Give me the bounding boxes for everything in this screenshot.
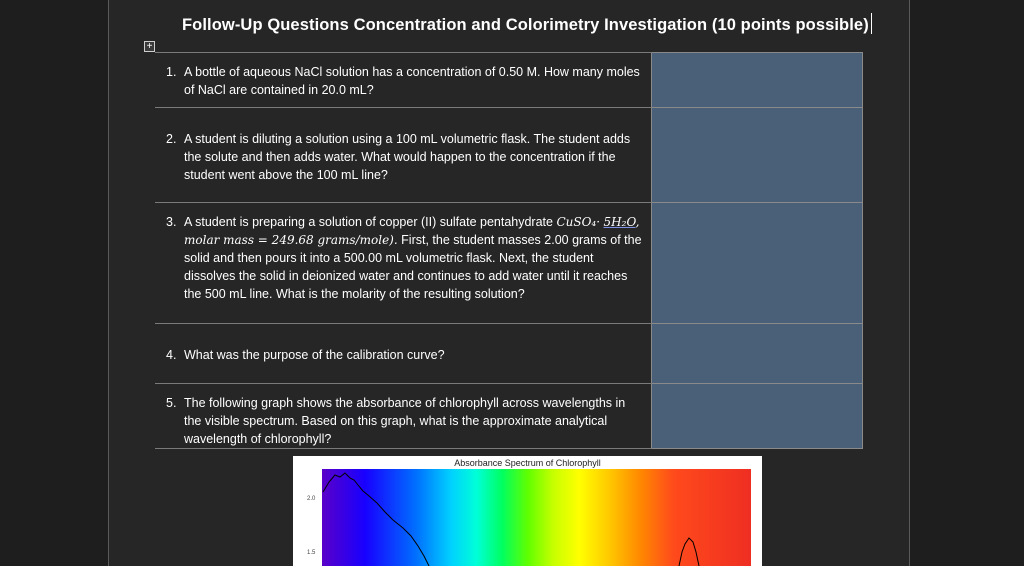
formula-text: , molar mass = 249.68 grams/mole). (184, 215, 640, 247)
y-tick-label: 2.0 (307, 496, 316, 502)
table-row (155, 53, 863, 108)
question-text: A bottle of aqueous NaCl solution has a concentration of 0.50 M. How many moles of NaCl are contained in 20.0 mL? (184, 65, 640, 97)
question-cell[interactable] (155, 53, 652, 108)
formula-text: CuSO₄· (556, 215, 601, 229)
question-text: The following graph shows the absorbance of chlorophyll across wavelengths in the visible spectrum. Based on this graph, what is the approximate analytical wavelength of chlorophyll? (184, 396, 626, 446)
title-text: Follow-Up Questions Concentration and Colorimetry Investigation (10 points possible) (182, 16, 869, 34)
question-text: A student is diluting a solution using a 100 mL volumetric flask. The student adds the solute and then adds water. What would happen to the concentration if the student went above the 100 mL line? (184, 132, 631, 182)
question-text: What was the purpose of the calibration curve? (184, 348, 445, 362)
question-text (184, 213, 645, 303)
question-text-part: A student is preparing a solution of copper (II) sulfate pentahydrate (184, 215, 557, 229)
table-move-handle-icon[interactable]: + (144, 41, 155, 52)
chart-title: Absorbance Spectrum of Chlorophyll (454, 458, 601, 468)
question-text-part: First, the student masses 2.00 grams of the solid and then pours it into a 500.00 mL volumetric flask. Next, the student dissolves the solid in deionized water and continues to add water until it reaches the 500 mL line. What is the molarity of the resulting solution? (184, 233, 642, 301)
document-title[interactable] (182, 13, 872, 35)
question-cell[interactable] (155, 324, 652, 384)
table-row (155, 324, 863, 384)
answer-cell[interactable] (652, 53, 863, 108)
question-number: 5. (166, 396, 177, 410)
question-number: 3. (166, 215, 177, 229)
formula-text: 5H₂O (603, 215, 636, 229)
absorbance-curve (323, 473, 429, 566)
questions-table (155, 52, 863, 449)
document-page (108, 0, 910, 566)
question-number: 4. (166, 348, 177, 362)
table-row (155, 384, 863, 449)
text-cursor (871, 13, 873, 34)
question-cell[interactable] (155, 384, 652, 449)
chlorophyll-absorbance-chart[interactable] (293, 456, 762, 566)
question-number: 1. (166, 65, 177, 79)
question-number: 2. (166, 132, 177, 146)
answer-cell[interactable] (652, 108, 863, 203)
y-tick-label: 1.5 (307, 550, 316, 556)
answer-cell[interactable] (652, 203, 863, 324)
table-row (155, 203, 863, 324)
answer-cell[interactable] (652, 384, 863, 449)
answer-cell[interactable] (652, 324, 863, 384)
question-cell[interactable] (155, 108, 652, 203)
question-cell[interactable] (155, 203, 652, 324)
absorbance-curve-red-peak (679, 538, 699, 566)
table-row (155, 108, 863, 203)
absorbance-curve-svg (293, 456, 762, 566)
